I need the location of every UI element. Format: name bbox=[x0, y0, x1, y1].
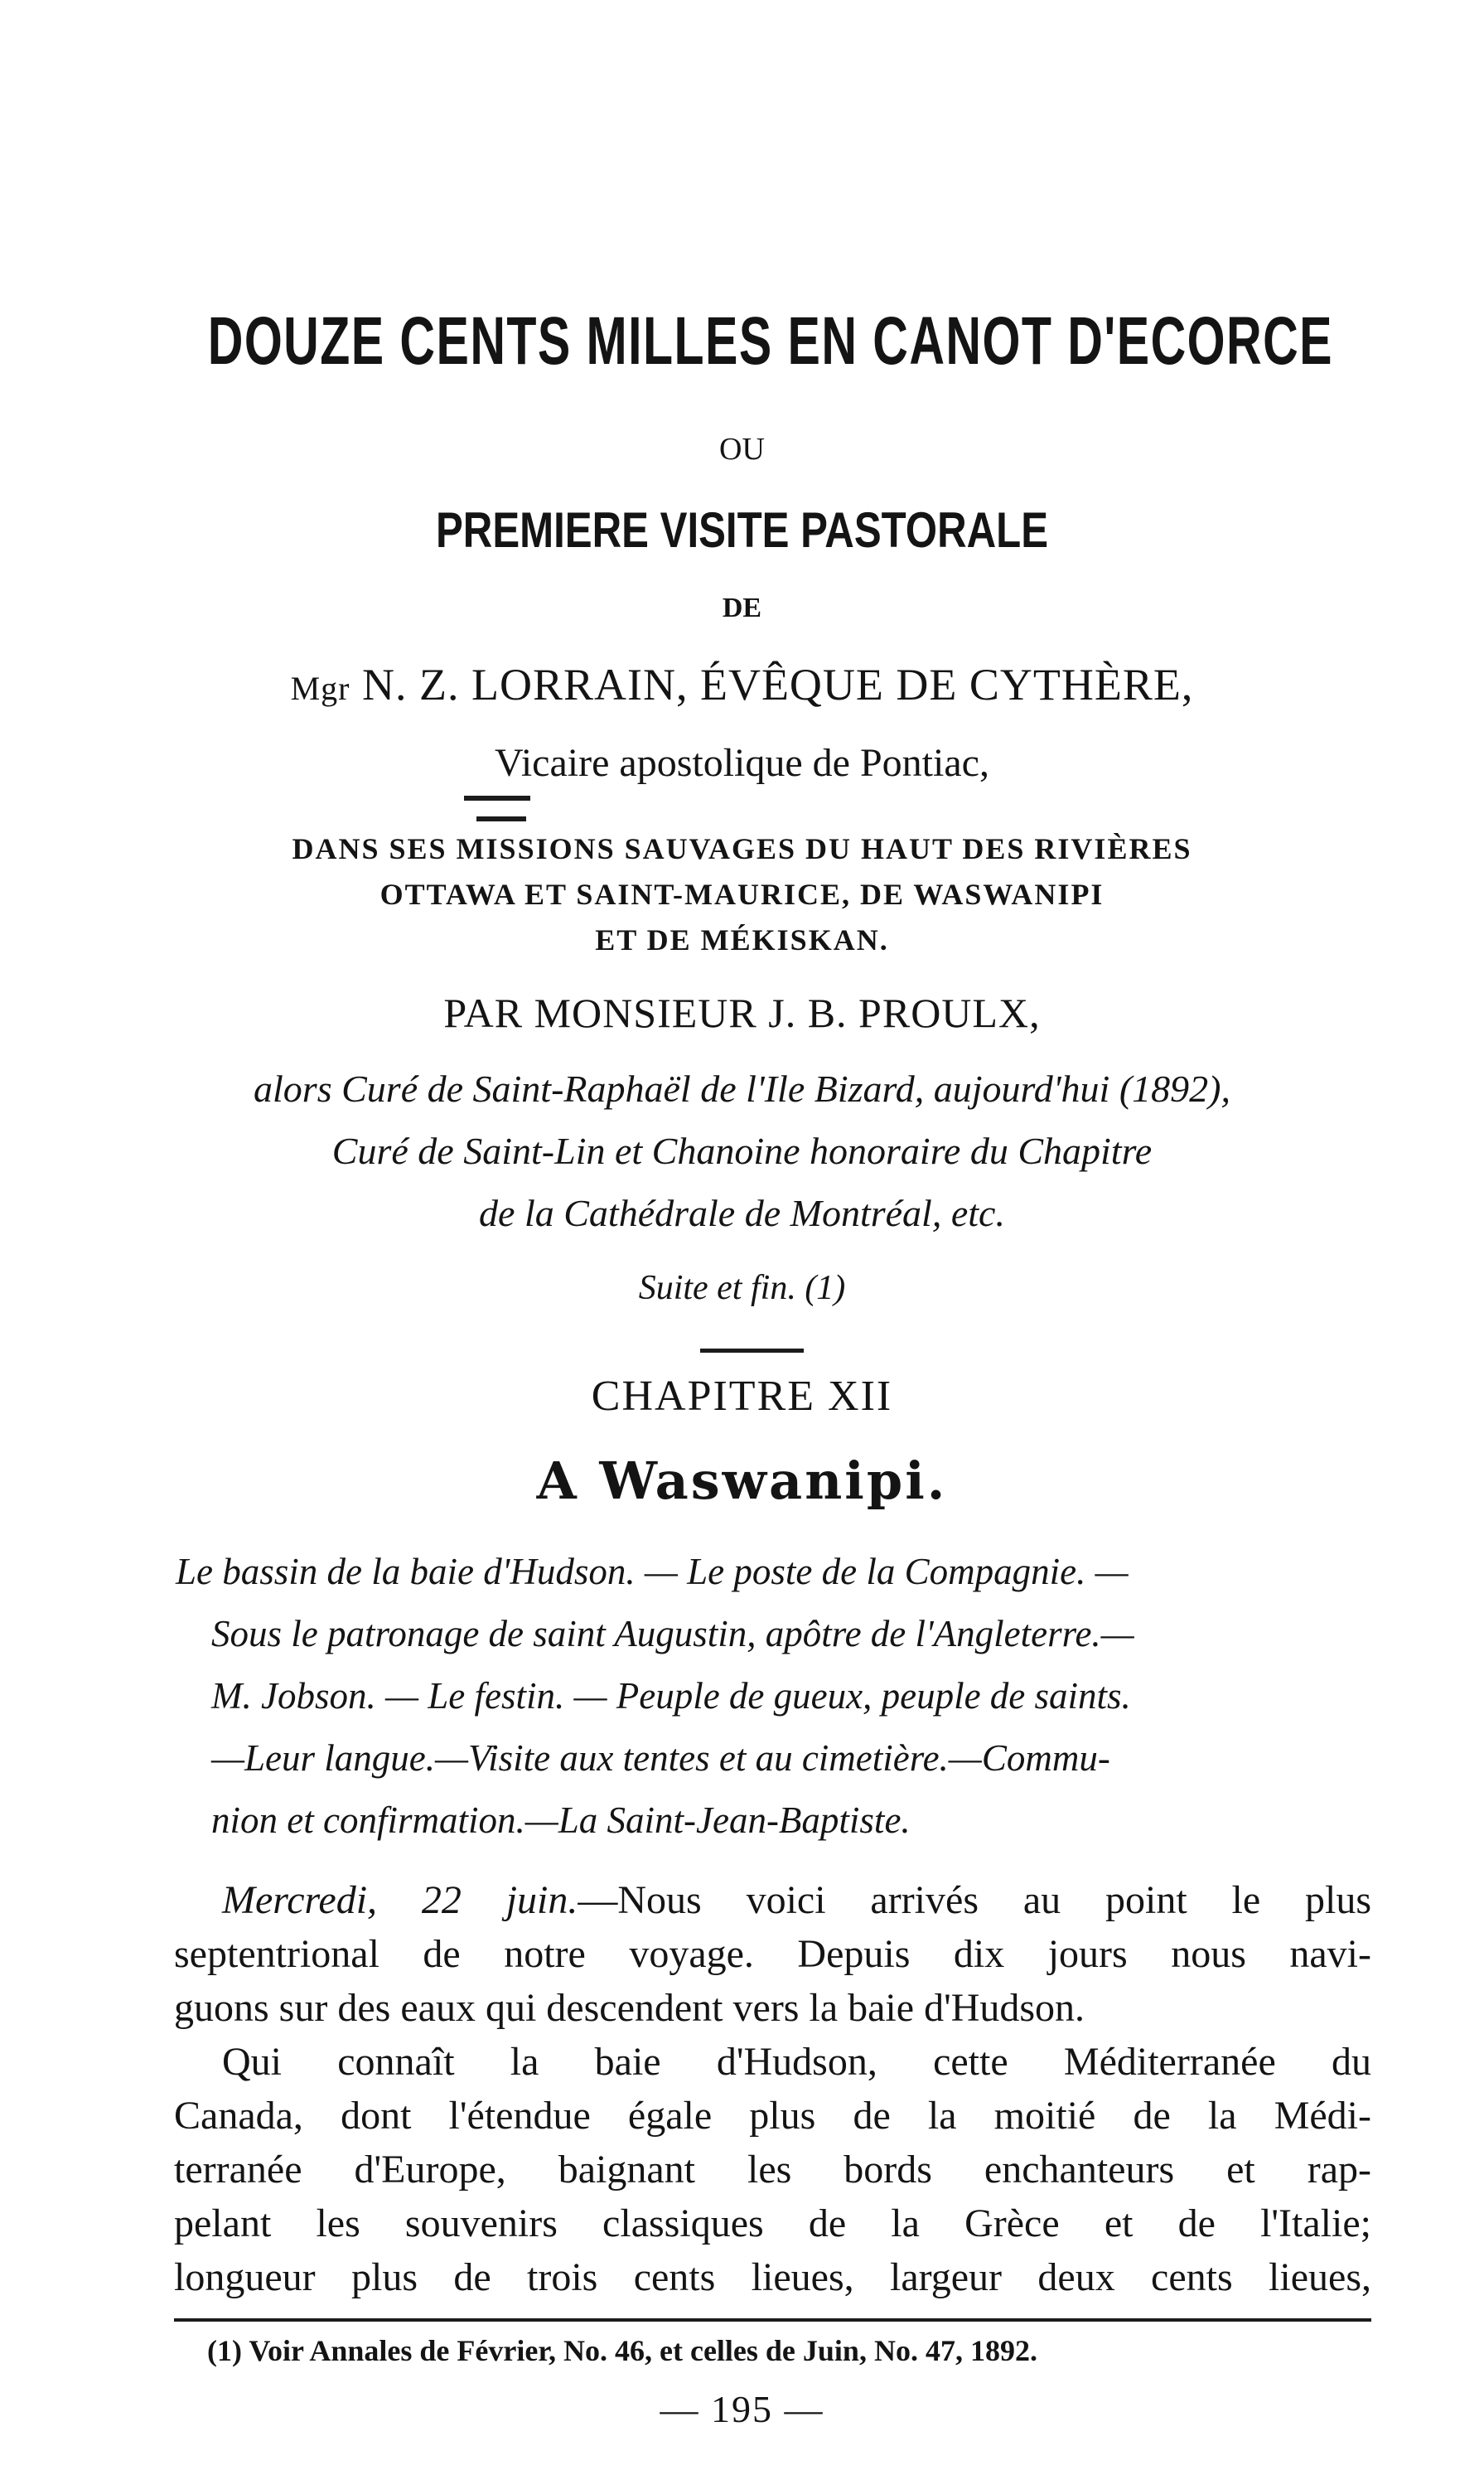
body-line: Canada, dont l'étendue égale plus de la moitié de la Médi- bbox=[174, 2094, 1371, 2138]
bishop-name: N. Z. LORRAIN, ÉVÊQUE DE CYTHÈRE, bbox=[361, 660, 1194, 710]
vicaire-line: Vicaire apostolique de Pontiac, bbox=[495, 741, 989, 785]
body-text: —Nous voici arrivés au point le plus bbox=[578, 1878, 1371, 1922]
chapter-summary-line: M. Jobson. — Le festin. — Peuple de gueux, peuple de saints. bbox=[211, 1675, 1131, 1717]
author-line: PAR MONSIEUR J. B. PROULX, bbox=[443, 990, 1041, 1036]
chapter-summary-line: Le bassin de la baie d'Hudson. — Le poste de la Compagnie. — bbox=[176, 1551, 1129, 1592]
chapter-summary-line: nion et confirmation.—La Saint-Jean-Baptiste. bbox=[211, 1799, 911, 1841]
missions-line: DANS SES MISSIONS SAUVAGES DU HAUT DES RIVIÈRES bbox=[292, 832, 1192, 865]
body-line: terranée d'Europe, baignant les bords enchanteurs et rap- bbox=[174, 2148, 1371, 2192]
author-detail-line: alors Curé de Saint-Raphaël de l'Ile Bizard, aujourd'hui (1892), bbox=[254, 1068, 1230, 1110]
page-number: — 195 — bbox=[660, 2388, 824, 2430]
title-conjunction: OU bbox=[719, 432, 765, 467]
chapter-title: A Waswanipi. bbox=[536, 1451, 948, 1511]
missions-line: ET DE MÉKISKAN. bbox=[595, 923, 889, 957]
bishop-line bbox=[0, 659, 1484, 710]
body-line bbox=[222, 1877, 1371, 1923]
body-line: longueur plus de trois cents lieues, largeur deux cents lieues, bbox=[174, 2255, 1371, 2299]
ornament-dash bbox=[464, 796, 530, 801]
date-lead: Mercredi, 22 juin. bbox=[222, 1878, 578, 1922]
bishop-prefix: Mgr bbox=[290, 670, 350, 707]
ornament-dash bbox=[476, 816, 526, 821]
chapter-summary-line: Sous le patronage de saint Augustin, apôtre de l'Angleterre.— bbox=[211, 1613, 1134, 1654]
chapter-number: CHAPITRE XII bbox=[591, 1373, 893, 1420]
body-line: septentrional de notre voyage. Depuis dix jours nous navi- bbox=[174, 1932, 1371, 1976]
chapter-rule bbox=[700, 1349, 804, 1353]
continuation-note: Suite et fin. (1) bbox=[638, 1269, 846, 1307]
body-line: Qui connaît la baie d'Hudson, cette Méditerranée du bbox=[222, 2040, 1371, 2084]
chapter-summary-line: —Leur langue.—Visite aux tentes et au cimetière.—Commu- bbox=[211, 1737, 1110, 1779]
author-detail-line: de la Cathédrale de Montréal, etc. bbox=[479, 1192, 1005, 1234]
title-preposition: DE bbox=[722, 593, 762, 623]
footnote: (1) Voir Annales de Février, No. 46, et celles de Juin, No. 47, 1892. bbox=[207, 2334, 1037, 2367]
main-title: DOUZE CENTS MILLES EN CANOT D'ECORCE bbox=[207, 303, 1333, 379]
footnote-rule bbox=[174, 2318, 1371, 2322]
body-line: pelant les souvenirs classiques de la Grèce et de l'Italie; bbox=[174, 2201, 1371, 2245]
body-line: guons sur des eaux qui descendent vers la baie d'Hudson. bbox=[174, 1986, 1085, 2030]
subtitle: PREMIERE VISITE PASTORALE bbox=[435, 502, 1049, 558]
missions-line: OTTAWA ET SAINT-MAURICE, DE WASWANIPI bbox=[379, 878, 1105, 911]
author-detail-line: Curé de Saint-Lin et Chanoine honoraire du Chapitre bbox=[331, 1130, 1153, 1172]
